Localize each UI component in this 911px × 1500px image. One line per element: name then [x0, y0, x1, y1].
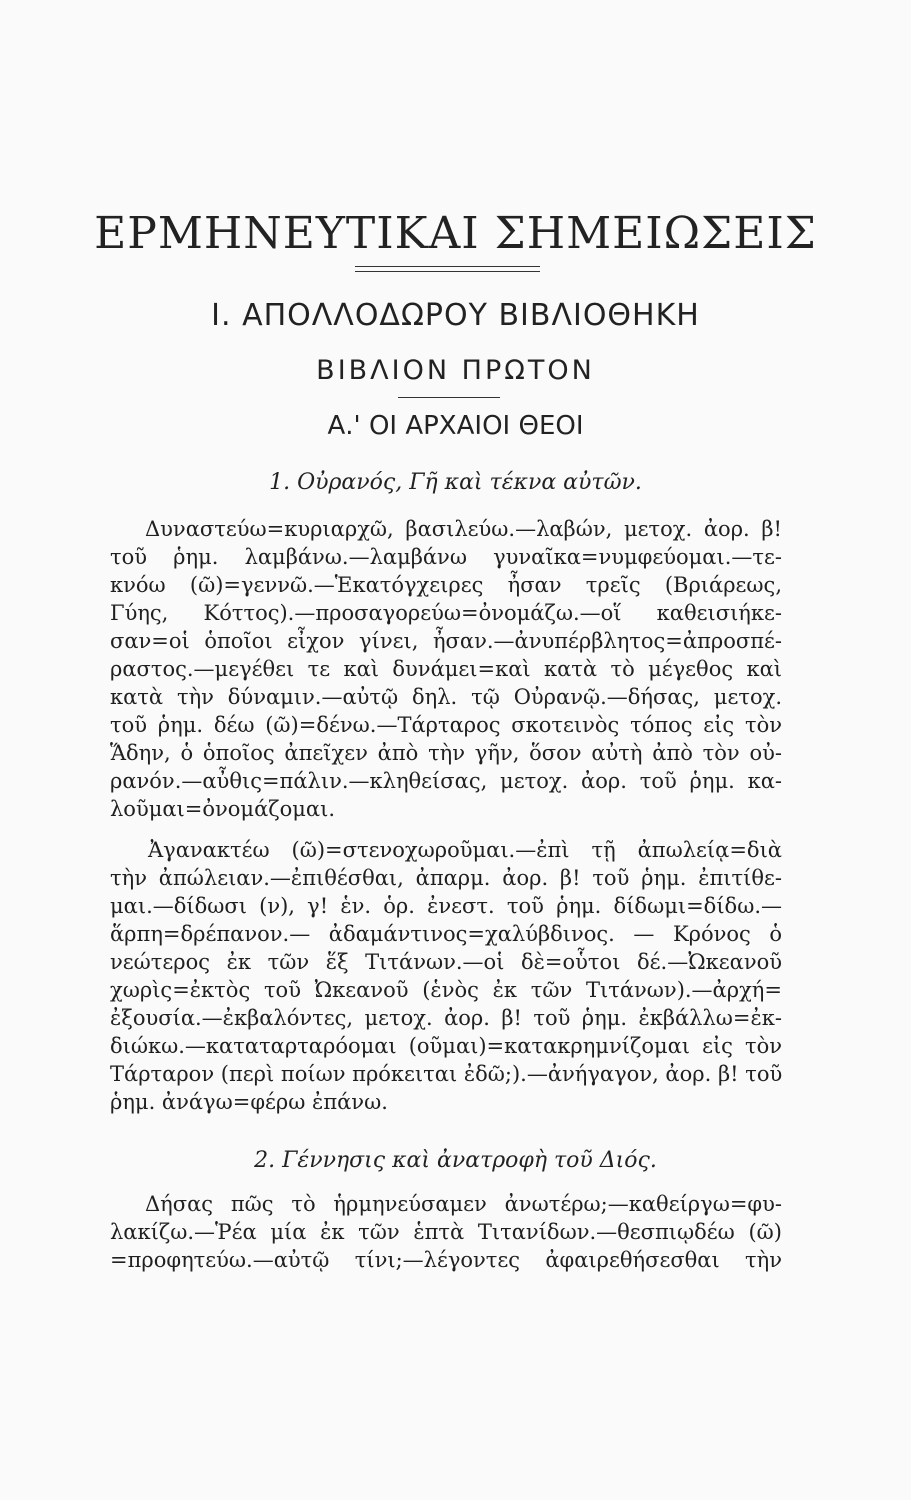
text-line: μαι.—δίδωσι (ν), γ! ἑν. ὁρ. ἐνεστ. τοῦ ῥημ. δίδωμι=δίδω.— [110, 894, 782, 918]
text-line: Δυναστεύω=κυριαρχῶ, βασιλεύω.—λαβών, μετοχ. ἀορ. β! [145, 517, 782, 541]
text-line: Δήσας πῶς τὸ ἡρμηνεύσαμεν ἀνωτέρω;—καθείργω=φυ- [145, 1192, 782, 1216]
text-line: τὴν ἀπώλειαν.—ἐπιθέσθαι, ἀπαρμ. ἀορ. β! τοῦ ῥημ. ἐπιτίθε- [110, 866, 782, 890]
text-line: Ἅδην, ὁ ὁποῖος ἀπεῖχεν ἀπὸ τὴν γῆν, ὅσον αὐτὴ ἀπὸ τὸν οὐ- [110, 741, 782, 765]
single-rule-divider [398, 397, 500, 398]
book-heading: ΒΙΒΛΙΟΝ ΠΡΩΤΟΝ [316, 355, 595, 386]
work-subtitle: I. ΑΠΟΛΛΟΔΩΡΟΥ ΒΙΒΛΙΟΘΗΚΗ [211, 298, 700, 333]
text-line: ἅρπη=δρέπανον.— ἀδαμάντινος=χαλύβδινος. — Κρόνος ὁ [110, 922, 782, 946]
section-heading: Α.' ΟΙ ΑΡΧΑΙΟΙ ΘΕΟΙ [327, 411, 584, 441]
chapter-heading-1: 1. Οὐρανός, Γῆ καὶ τέκνα αὐτῶν. [269, 470, 642, 495]
text-line: νεώτερος ἐκ τῶν ἕξ Τιτάνων.—οἱ δὲ=οὗτοι δέ.—Ὠκεανοῦ [110, 950, 782, 974]
text-line: Γύης, Κόττος).—προσαγορεύω=ὀνομάζω.—οἵ καθεισιήκε- [110, 601, 782, 625]
double-rule-divider [355, 266, 540, 272]
text-line: τοῦ ῥημ. δέω (ῶ)=δένω.—Τάρταρος σκοτεινὸς τόπος εἰς τὸν [110, 713, 782, 737]
text-line: ἐξουσία.—ἐκβαλόντες, μετοχ. ἀορ. β! τοῦ ῥημ. ἐκβάλλω=ἐκ- [110, 1006, 782, 1030]
text-line: τοῦ ῥημ. λαμβάνω.—λαμβάνω γυναῖκα=νυμφεύομαι.—τε- [110, 545, 782, 569]
text-line: χωρὶς=ἐκτὸς τοῦ Ὠκεανοῦ (ἑνὸς ἐκ τῶν Τιτάνων).—ἀρχή= [110, 978, 782, 1002]
chapter-heading-2: 2. Γέννησις καὶ ἀνατροφὴ τοῦ Διός. [254, 1148, 657, 1173]
text-line: Τάρταρον (περὶ ποίων πρόκειται ἐδῶ;).—ἀνήγαγον, ἀορ. β! τοῦ [110, 1062, 783, 1086]
text-line: ῥημ. ἀνάγω=φέρω ἐπάνω. [110, 1090, 388, 1114]
text-line: κνόω (ῶ)=γεννῶ.—Ἑκατόγχειρες ἦσαν τρεῖς (Βριάρεως, [110, 573, 782, 597]
text-line: Ἀγανακτέω (ῶ)=στενοχωροῦμαι.—ἐπὶ τῇ ἀπωλείᾳ=διὰ [148, 838, 782, 862]
text-line: σαν=οἱ ὁποῖοι εἶχον γίνει, ἦσαν.—ἀνυπέρβλητος=ἀπροσπέ- [110, 629, 782, 653]
text-line: ρανόν.—αὖθις=πάλιν.—κληθείσας, μετοχ. ἀορ. τοῦ ῥημ. κα- [110, 769, 782, 793]
text-line: διώκω.—καταταρταρόομαι (οῦμαι)=κατακρημνίζομαι εἰς τὸν [110, 1034, 782, 1058]
text-line: =προφητεύω.—αὐτῷ τίνι;—λέγοντες ἀφαιρεθήσεσθαι τὴν [110, 1248, 782, 1272]
text-line: λοῦμαι=ὀνομάζομαι. [110, 797, 336, 821]
text-line: ραστος.—μεγέθει τε καὶ δυνάμει=καὶ κατὰ τὸ μέγεθος καὶ [110, 657, 782, 681]
text-line: λακίζω.—Ῥέα μία ἐκ τῶν ἑπτὰ Τιτανίδων.—θεσπιῳδέω (ῶ) [110, 1220, 782, 1244]
text-line: κατὰ τὴν δύναμιν.—αὐτῷ δηλ. τῷ Οὐρανῷ.—δήσας, μετοχ. [110, 685, 782, 709]
page-title: ΕΡΜΗΝΕΥΤΙΚΑΙ ΣΗΜΕΙΩΣΕΙΣ [94, 208, 817, 259]
